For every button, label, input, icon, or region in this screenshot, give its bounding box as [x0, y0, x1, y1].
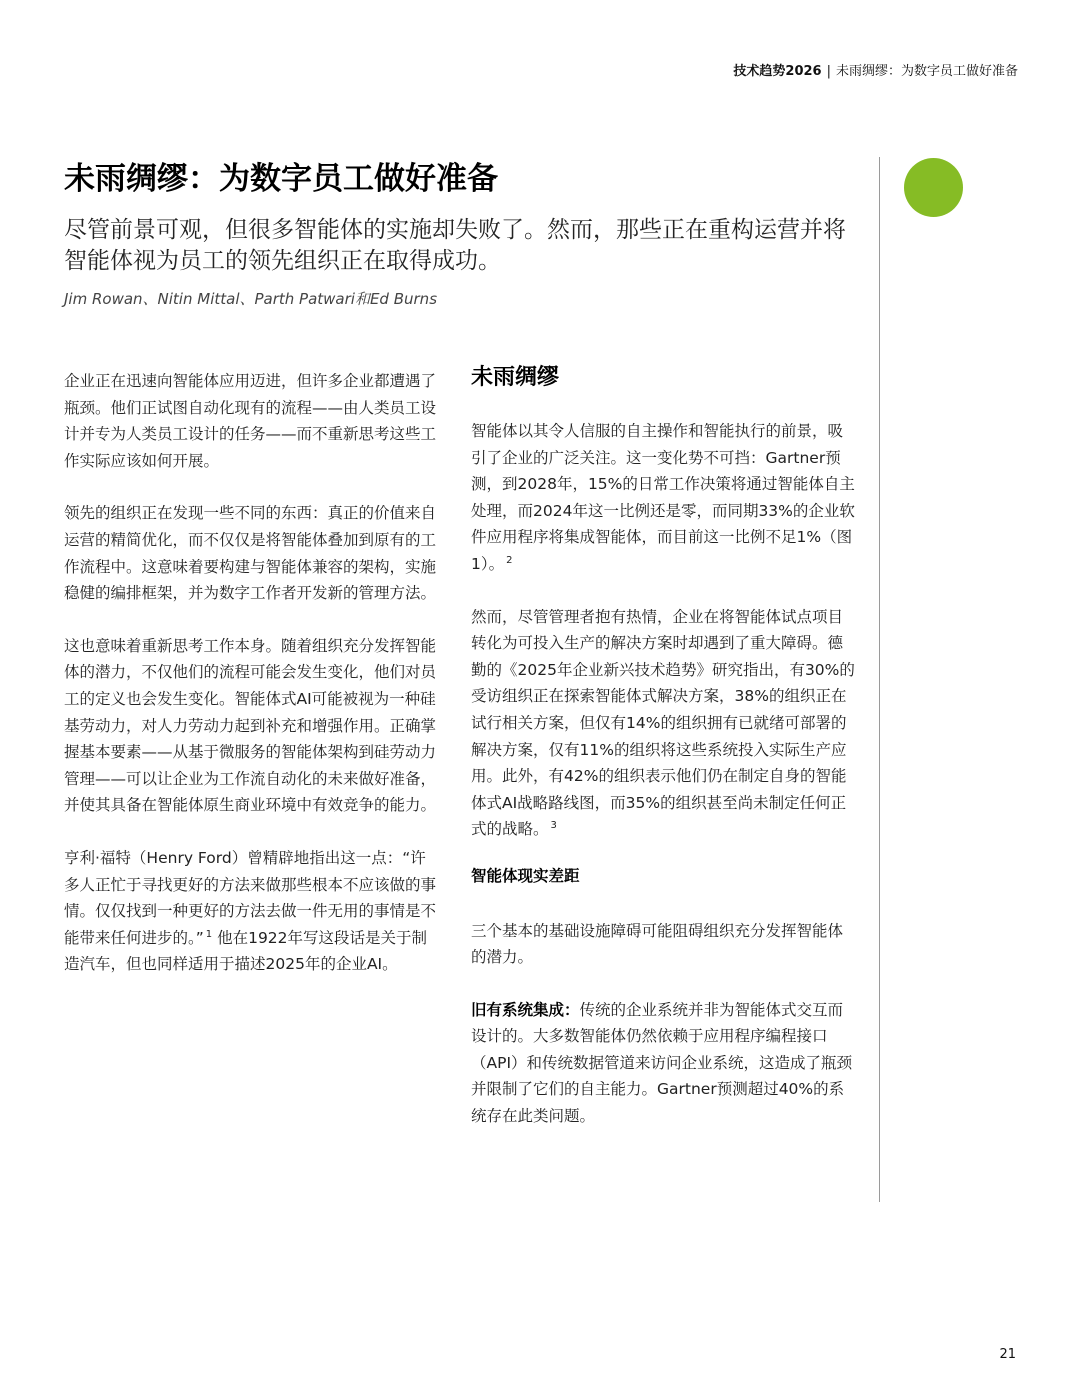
footnote-ref-2[interactable]: 2 — [506, 554, 513, 566]
footnote-ref-3[interactable]: 3 — [550, 820, 557, 832]
article-title: 未雨绸缪：为数字员工做好准备 — [64, 161, 498, 197]
subsection-heading: 智能体现实差距 — [471, 866, 580, 885]
left-paragraph-1: 企业正在迅速向智能体应用迈进，但许多企业都遭遇了瓶颈。他们正试图自动化现有的流程——由人类员工设计并专为人类员工设计的任务——而不重新思考这些工作实际应该如何开展。 — [64, 372, 437, 470]
henry-ford-context: 他在1922年写这段话是关于制造汽车，但也同样适用于描述2025年的企业AI。 — [64, 928, 428, 974]
footnote-ref-1[interactable]: 1 — [205, 928, 213, 940]
left-paragraph-4 — [64, 845, 436, 978]
left-paragraph-2: 领先的组织正在发现一些不同的东西：真正的价值来自运营的精简优化，而不仅仅是将智能体叠加到原有的工作流程中。这意味着要构建与智能体兼容的架构，实施稳健的编排框架，并为数字工作者开发新的管理方法。 — [64, 504, 437, 603]
henry-ford-quote: 亨利·福特（Henry Ford）曾精辟地指出这一点：“许多人正忙于寻找更好的方法来做那些根本不应该做的事情。仅仅找到一种更好的方法去做一件无用的事情是不能带来任何进步的。” — [64, 848, 437, 947]
header-section: 技术趋势2026 — [733, 64, 822, 79]
right-paragraph-4 — [471, 997, 855, 1130]
header-separator: | — [826, 64, 831, 79]
gartner-forecast-text: 智能体以其令人信服的自主操作和智能执行的前景，吸引了企业的广泛关注。这一变化势不可挡：Gartner预测，到2028年，15%的日常工作决策将通过智能体自主处理，而2024年这一比例还是零，而同期33%的企业软件应用程序将集成智能体，而目前这一比例不足1%（图1）。 — [471, 422, 855, 573]
deloitte-research-text: 然而，尽管管理者抱有热情，企业在将智能体试点项目转化为可投入生产的解决方案时却遇到了重大障碍。德勤的《2025年企业新兴技术趋势》研究指出，有30%的受访组织正在探索智能体式解决方案，38%的组织正在试行相关方案，但仅有14%的组织拥有已就绪可部署的解决方案，仅有11%的组织将这些系统投入实际生产应用。此外，有42%的组织表示他们仍在制定自身的智能体式AI战略路线图，而35%的组织甚至尚未制定任何正式的战略。 — [471, 607, 855, 839]
article-authors: Jim Rowan、Nitin Mittal、Parth Patwari和Ed Burns — [64, 290, 438, 308]
legacy-integration-text: 传统的企业系统并非为智能体式交互而设计的。大多数智能体仍然依赖于应用程序编程接口（API）和传统数据管道来访问企业系统，这造成了瓶颈并限制了它们的自主能力。Gartner预测超过40%的系统存在此类问题。 — [471, 1000, 853, 1126]
vertical-divider — [879, 157, 880, 1202]
page-number: 21 — [999, 1347, 1016, 1362]
article-subtitle: 尽管前景可观，但很多智能体的实施却失败了。然而，那些正在重构运营并将智能体视为员工的领先组织正在取得成功。 — [64, 217, 846, 274]
left-column — [64, 368, 436, 978]
green-dot-icon — [904, 158, 963, 217]
running-header — [733, 60, 1018, 79]
right-paragraph-1 — [471, 418, 855, 578]
header-chapter: 未雨绸缪：为数字员工做好准备 — [835, 64, 1018, 79]
left-paragraph-3: 这也意味着重新思考工作本身。随着组织充分发挥智能体的潜力，不仅他们的流程可能会发生变化，他们对员工的定义也会发生变化。智能体式AI可能被视为一种硅基劳动力，对人力劳动力起到补充和增强作用。正确掌握基本要素——从基于微服务的智能体架构到硅劳动力管理——可以让企业为工作流自动化的未来做好准备，并使其具备在智能体原生商业环境中有效竞争的能力。 — [64, 636, 437, 815]
right-paragraph-3: 三个基本的基础设施障碍可能阻碍组织充分发挥智能体的潜力。 — [471, 921, 844, 967]
legacy-integration-lead: 旧有系统集成： — [471, 1000, 580, 1019]
right-column — [471, 418, 855, 1130]
section-heading: 未雨绸缪 — [471, 365, 560, 390]
right-paragraph-2 — [471, 604, 855, 843]
